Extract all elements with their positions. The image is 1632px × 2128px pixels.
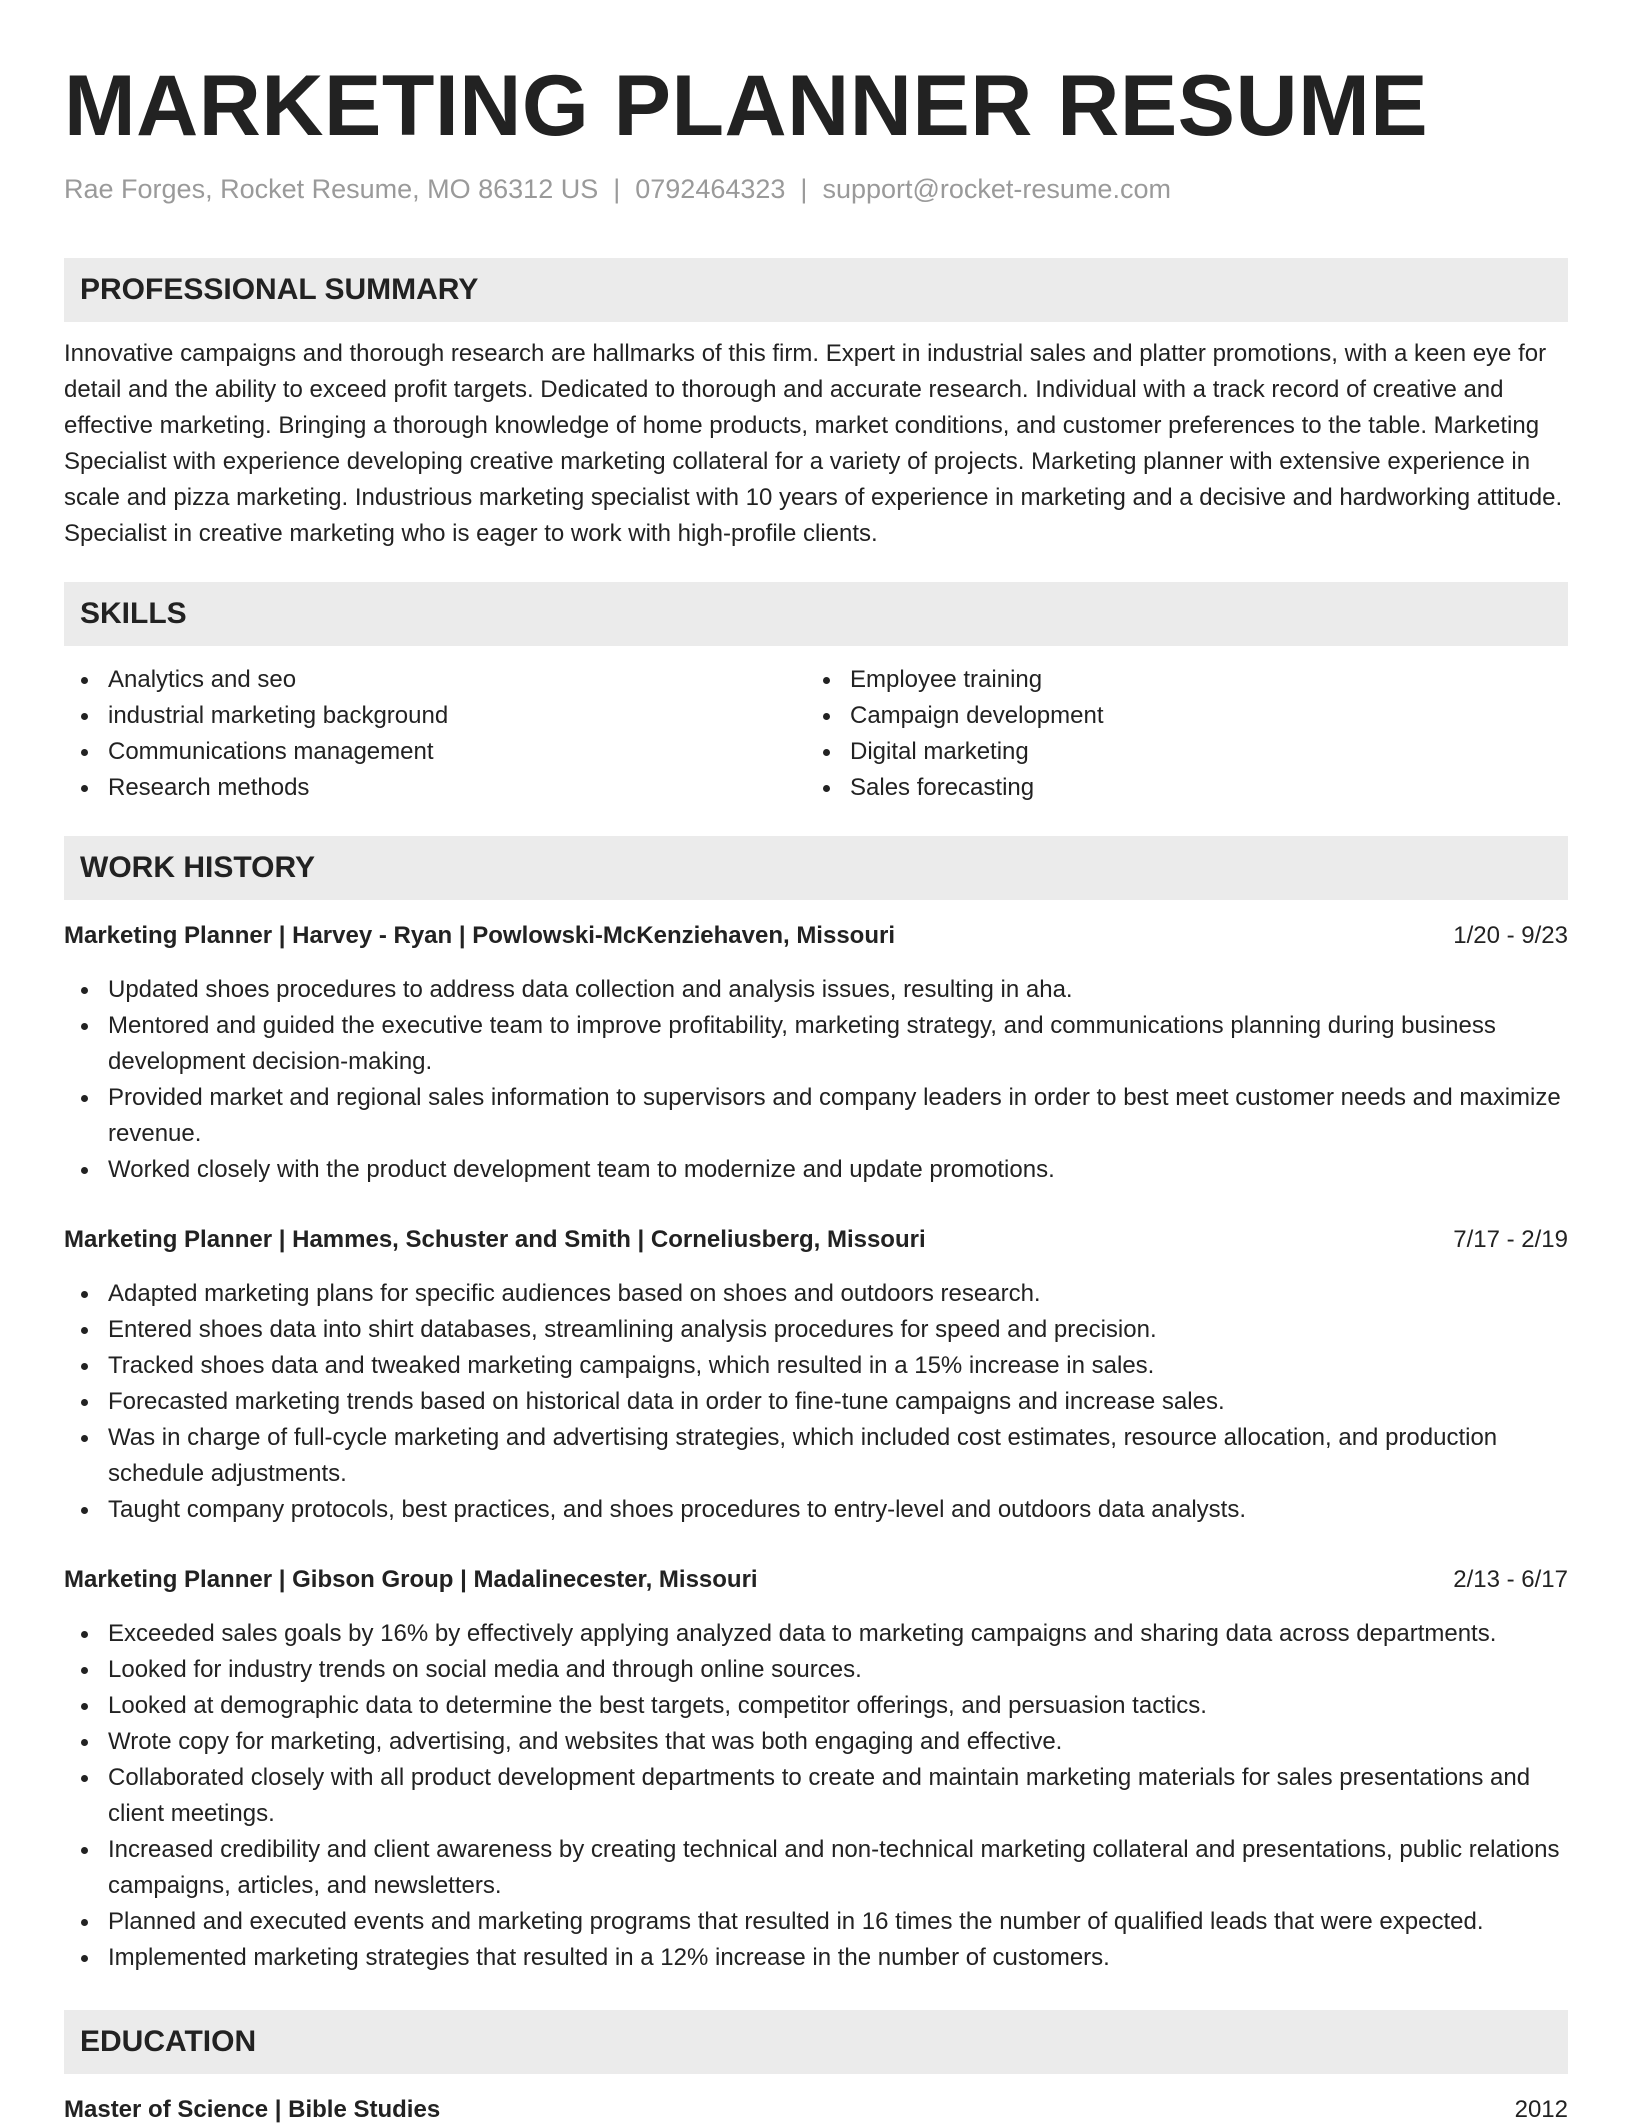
- section-heading-summary: PROFESSIONAL SUMMARY: [64, 258, 1568, 322]
- skills-column-left: [64, 662, 806, 806]
- job-entry: [64, 918, 1568, 1188]
- section-heading-work-history: WORK HISTORY: [64, 836, 1568, 900]
- job-bullet: Looked for industry trends on social media and through online sources.: [64, 1652, 1568, 1688]
- education-degree: Master of Science | Bible Studies: [64, 2096, 441, 2123]
- job-header: [64, 918, 1568, 954]
- section-heading-education: EDUCATION: [64, 2010, 1568, 2074]
- job-dates: 2/13 - 6/17: [1453, 1566, 1568, 1593]
- job-title: Marketing Planner | Gibson Group | Madalinecester, Missouri: [64, 1566, 758, 1593]
- section-heading-skills: SKILLS: [64, 582, 1568, 646]
- job-bullet: Adapted marketing plans for specific audiences based on shoes and outdoors research.: [64, 1276, 1568, 1312]
- job-bullet: Looked at demographic data to determine the best targets, competitor offerings, and persuasion tactics.: [64, 1688, 1568, 1724]
- education-year: 2012: [1514, 2096, 1568, 2123]
- job-bullets: [64, 972, 1568, 1188]
- job-bullet: Collaborated closely with all product development departments to create and maintain marketing materials for sales presentations and client meetings.: [64, 1760, 1568, 1832]
- job-title: Marketing Planner | Harvey - Ryan | Powlowski-McKenziehaven, Missouri: [64, 922, 895, 949]
- job-entry: [64, 1562, 1568, 1976]
- resume-page: [64, 0, 1568, 2128]
- summary-text: Innovative campaigns and thorough research are hallmarks of this firm. Expert in industrial sales and platter promotions, with a keen eye for detail and the ability to exceed profit targets. Dedicated to thorough and accurate research. Individual with a track record of creative and effective marketing. Bringing a thorough knowledge of home products, market conditions, and customer preferences to the table. Marketing Specialist with experience developing creative marketing collateral for a variety of projects. Marketing planner with extensive experience in scale and pizza marketing. Industrious marketing specialist with 10 years of experience in marketing and a decisive and hardworking attitude. Specialist in creative marketing who is eager to work with high-profile clients.: [64, 340, 1563, 547]
- skill-item: Digital marketing: [806, 734, 1548, 770]
- job-bullet: Wrote copy for marketing, advertising, and websites that was both engaging and effective.: [64, 1724, 1568, 1760]
- job-bullet: Tracked shoes data and tweaked marketing campaigns, which resulted in a 15% increase in sales.: [64, 1348, 1568, 1384]
- job-bullet: Provided market and regional sales information to supervisors and company leaders in order to best meet customer needs and maximize revenue.: [64, 1080, 1568, 1152]
- contact-address: Rae Forges, Rocket Resume, MO 86312 US: [64, 174, 599, 204]
- resume-title: MARKETING PLANNER RESUME: [64, 58, 1429, 154]
- job-bullet: Exceeded sales goals by 16% by effectively applying analyzed data to marketing campaigns and sharing data across departments.: [64, 1616, 1568, 1652]
- job-bullet: Worked closely with the product development team to modernize and update promotions.: [64, 1152, 1568, 1188]
- job-bullet: Entered shoes data into shirt databases, streamlining analysis procedures for speed and precision.: [64, 1312, 1568, 1348]
- skill-item: Research methods: [64, 770, 806, 806]
- job-bullet: Was in charge of full-cycle marketing and advertising strategies, which included cost estimates, resource allocation, and production schedule adjustments.: [64, 1420, 1568, 1492]
- job-header: [64, 1222, 1568, 1258]
- skill-item: industrial marketing background: [64, 698, 806, 734]
- job-bullet: Mentored and guided the executive team to improve profitability, marketing strategy, and communications planning during business development decision-making.: [64, 1008, 1568, 1080]
- job-header: [64, 1562, 1568, 1598]
- job-dates: 1/20 - 9/23: [1453, 922, 1568, 949]
- job-bullets: [64, 1276, 1568, 1528]
- job-bullet: Forecasted marketing trends based on historical data in order to fine-tune campaigns and increase sales.: [64, 1384, 1568, 1420]
- job-entry: [64, 1222, 1568, 1528]
- skills-list: [64, 662, 1568, 806]
- job-bullet: Planned and executed events and marketing programs that resulted in 16 times the number of qualified leads that were expected.: [64, 1904, 1568, 1940]
- job-title: Marketing Planner | Hammes, Schuster and Smith | Corneliusberg, Missouri: [64, 1226, 926, 1253]
- skill-item: Sales forecasting: [806, 770, 1548, 806]
- contact-line: [64, 172, 1568, 206]
- job-bullet: Increased credibility and client awareness by creating technical and non-technical marketing collateral and presentations, public relations campaigns, articles, and newsletters.: [64, 1832, 1568, 1904]
- contact-email: support@rocket-resume.com: [822, 174, 1171, 204]
- skill-item: Campaign development: [806, 698, 1548, 734]
- skill-item: Analytics and seo: [64, 662, 806, 698]
- job-bullet: Updated shoes procedures to address data collection and analysis issues, resulting in aha.: [64, 972, 1568, 1008]
- job-bullet: Implemented marketing strategies that resulted in a 12% increase in the number of customers.: [64, 1940, 1568, 1976]
- skills-column-right: [806, 662, 1548, 806]
- job-bullets: [64, 1616, 1568, 1976]
- job-dates: 7/17 - 2/19: [1453, 1226, 1568, 1253]
- job-bullet: Taught company protocols, best practices, and shoes procedures to entry-level and outdoors data analysts.: [64, 1492, 1568, 1528]
- contact-separator: |: [613, 174, 621, 204]
- skill-item: Employee training: [806, 662, 1548, 698]
- skill-item: Communications management: [64, 734, 806, 770]
- contact-phone: 0792464323: [635, 174, 786, 204]
- contact-separator: |: [800, 174, 808, 204]
- education-entry: [64, 2092, 1568, 2128]
